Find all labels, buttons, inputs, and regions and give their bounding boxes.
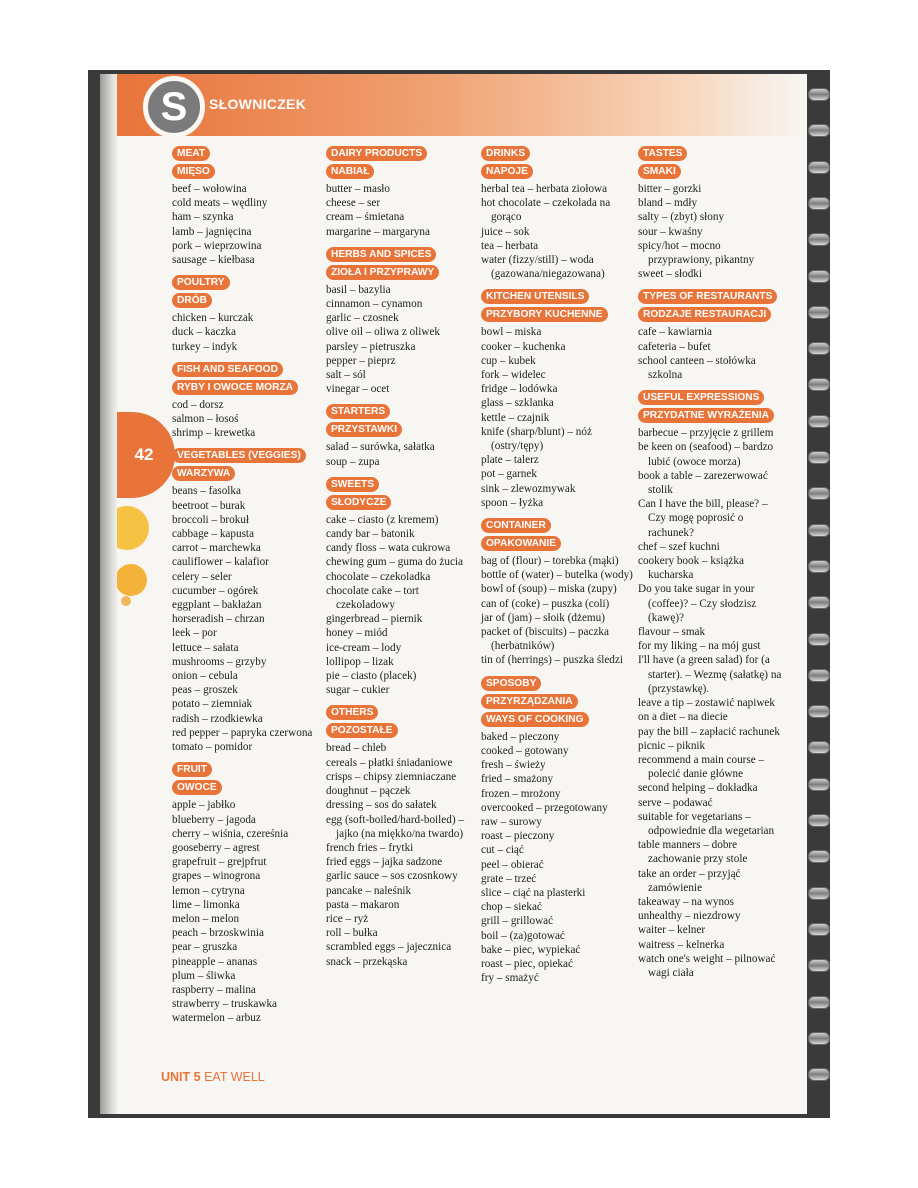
vocab-section [172,146,322,267]
category-label: TASTES [638,146,687,161]
category-label: DAIRY PRODUCTS [326,146,427,161]
vocab-entry: parsley – pietruszka [326,340,416,353]
spiral-ring [808,778,830,791]
category-label: STARTERS [326,404,390,419]
vocab-entry: salad – surówka, sałatka [326,441,435,454]
page-title: SŁOWNICZEK [209,96,307,112]
spiral-ring [808,233,830,246]
spiral-ring [808,1032,830,1045]
spiral-ring [808,306,830,319]
spiral-ring [808,850,830,863]
vocab-entry: roast – piec, opiekać [481,957,573,970]
spiral-ring [808,669,830,682]
unit-number: UNIT 5 [161,1070,201,1084]
category-label: POZOSTAŁE [326,723,398,738]
vocab-entry: table manners – dobre zachowanie przy stole [638,839,748,866]
vocab-entry: garlic – czosnek [326,312,399,325]
dictionary-page [117,74,807,1114]
vocab-entry: kettle – czajnik [481,411,550,424]
vocab-entry: bottle of (water) – butelka (wody) [481,569,633,582]
category-label: USEFUL EXPRESSIONS [638,390,764,405]
vocab-entry: leave a tip – zostawić napiwek [638,697,775,710]
vocab-entry: butter – masło [326,183,391,195]
vocab-section [326,705,476,968]
vocab-entry: slice – ciąć na plasterki [481,886,586,899]
vocab-entry: Do you take sugar in your (coffee)? – Czy słodzisz (kawę)? [638,583,757,624]
vocab-entry: waiter – kelner [638,924,706,937]
vocab-entry: lemon – cytryna [172,884,245,897]
vocab-entry: spoon – łyżka [481,496,544,509]
vocab-entry: sugar – cukier [326,684,390,697]
vocab-section [638,390,784,980]
vocab-entry: onion – cebula [172,670,238,683]
category-label: MEAT [172,146,210,161]
vocab-entry: honey – miód [326,627,388,640]
vocab-entry: picnic – piknik [638,739,706,752]
vocab-entry: fry – smażyć [481,972,539,985]
vocab-entry: chop – siekać [481,901,542,914]
vocab-entry: book a table – zarezerwować stolik [638,469,768,497]
vocab-entry: chef – szef kuchni [638,540,720,553]
vocab-entry: on a diet – na diecie [638,711,728,724]
vocab-entry: cup – kubek [481,354,536,367]
vocab-section [326,247,476,397]
vocab-entry: apple – jabłko [172,799,236,812]
vocab-entry: sausage – kiełbasa [172,254,255,267]
spiral-ring [808,88,830,101]
vocab-section [326,146,476,239]
spiral-ring [808,560,830,573]
spiral-ring [808,270,830,283]
vocab-entry: chocolate cake – tort czekoladowy [326,584,419,612]
vocab-entry: lamb – jagnięcina [172,225,252,238]
vocab-entry: crisps – chipsy ziemniaczane [326,770,457,783]
vocab-entry: roll – bułka [326,927,378,940]
vocab-entry: chewing gum – guma do żucia [326,556,464,569]
vocab-entry: radish – rzodkiewka [172,712,263,725]
vocab-entry: pie – ciasto (placek) [326,670,417,683]
category-label: NABIAŁ [326,164,374,179]
spiral-ring [808,1068,830,1081]
vocab-entry: raw – surowy [481,815,542,828]
category-label: KITCHEN UTENSILS [481,289,589,304]
vocab-entry: beef – wołowina [172,183,247,195]
vocab-entry: recommend a main course – polecić danie główne [638,753,765,781]
category-label: PRZYRZĄDZANIA [481,694,578,709]
vocab-entry: dressing – sos do sałatek [326,799,437,812]
vocab-entry: celery – seler [172,570,232,583]
category-label: OPAKOWANIE [481,536,561,551]
vocab-entry: glass – szklanka [481,397,554,410]
vocab-entry: peas – groszek [172,684,238,697]
vocab-entry: fork – widelec [481,369,546,382]
vocab-entry: bag of (flour) – torebka (mąki) [481,555,619,568]
spiral-ring [808,596,830,609]
vocab-entry: cauliflower – kalafior [172,556,269,569]
vocab-entry: olive oil – oliwa z oliwek [326,326,441,339]
vocab-entry: take an order – przyjąć zamówienie [638,867,741,894]
vocab-entry: Can I have the bill, please? – Czy mogę poprosić o rachunek? [638,498,768,539]
vocab-section [638,146,784,281]
vocab-entry: takeaway – na wynos [638,895,734,908]
vocab-entry: sink – zlewozmywak [481,482,576,495]
vocab-entry: school canteen – stołówka szkolna [638,354,756,382]
vocab-entry: turkey – indyk [172,340,238,353]
unit-title: EAT WELL [204,1070,265,1084]
vocab-entry: french fries – frytki [326,841,414,854]
spiral-ring [808,415,830,428]
vocab-entry: herbal tea – herbata ziołowa [481,183,608,195]
vocab-entry: soup – zupa [326,455,380,468]
vocab-entry: candy floss – wata cukrowa [326,542,451,555]
vocab-section [481,676,635,986]
vocab-entry: pay the bill – zapłacić rachunek [638,725,780,738]
vocab-entry: grill – grillować [481,915,554,928]
vocab-entry: grapefruit – grejpfrut [172,856,267,869]
vocab-entry: cherry – wiśnia, czereśnia [172,827,289,840]
vocab-entry: eggplant – bakłażan [172,599,262,612]
vocab-entry: potato – ziemniak [172,698,253,711]
category-label: WAYS OF COOKING [481,712,589,727]
vocab-entry: sweet – słodki [638,268,703,281]
vocab-entry: for my liking – na mój gust [638,640,761,653]
footer [161,1070,265,1084]
vocab-column-1 [172,146,322,1034]
spiral-ring [808,923,830,936]
vocab-entry: bread – chleb [326,742,387,755]
vocab-entry: blueberry – jagoda [172,813,256,826]
vocab-entry: cafe – kawiarnia [638,326,712,339]
decorative-dot [121,596,131,606]
vocab-entry: pepper – pieprz [326,354,396,367]
vocab-entry: second helping – dokładka [638,782,758,795]
vocab-entry: salmon – łosoś [172,413,239,426]
decorative-dot [117,506,149,550]
vocab-section [172,275,322,354]
spiral-ring [808,705,830,718]
category-label: MIĘSO [172,164,215,179]
category-label: NAPOJE [481,164,533,179]
vocab-entry: chicken – kurczak [172,312,254,325]
vocab-entry: ice-cream – lody [326,641,402,654]
vocab-entry: duck – kaczka [172,326,236,339]
spiral-ring [808,161,830,174]
vocab-entry: salt – sól [326,369,366,382]
vocab-entry: cooked – gotowany [481,744,569,757]
category-label: DRÓB [172,293,212,308]
vocab-entry: vinegar – ocet [326,383,390,396]
vocab-entry: rice – ryż [326,912,369,925]
category-label: ZIOŁA I PRZYPRAWY [326,265,439,280]
category-label: SŁODYCZE [326,495,391,510]
vocab-entry: egg (soft-boiled/hard-boiled) – jajko (na miękko/na twardo) [326,813,464,840]
spiral-ring [808,996,830,1009]
vocab-section [326,477,476,698]
vocab-entry: unhealthy – niezdrowy [638,910,741,923]
vocab-entry: carrot – marchewka [172,542,261,555]
vocab-column-2 [326,146,476,977]
vocab-entry: tomato – pomidor [172,741,253,754]
vocab-entry: cookery book – książka kucharska [638,555,744,582]
spiral-ring [808,741,830,754]
vocab-entry: red pepper – papryka czerwona [172,726,313,739]
vocab-entry: raspberry – malina [172,983,256,996]
category-label: OTHERS [326,705,378,720]
page-number: 42 [134,445,154,464]
category-label: VEGETABLES (VEGGIES) [172,448,306,463]
page-binding-edge [100,74,117,1114]
vocab-entry: lettuce – sałata [172,641,239,654]
vocab-entry: pancake – naleśnik [326,884,412,897]
category-label: PRZYDATNE WYRAŻENIA [638,408,774,423]
vocab-entry: plate – talerz [481,454,539,467]
vocab-entry: hot chocolate – czekolada na gorąco [481,197,611,224]
vocab-entry: cod – dorsz [172,398,224,411]
vocab-entry: gooseberry – agrest [172,841,260,854]
vocab-entry: cooker – kuchenka [481,340,566,353]
spiral-ring [808,814,830,827]
category-label: RYBY I OWOCE MORZA [172,380,298,395]
vocab-section [172,448,322,754]
spiral-ring [808,959,830,972]
vocab-entry: packet of (biscuits) – paczka (herbatników) [481,626,609,653]
vocab-entry: boil – (za)gotować [481,929,565,942]
vocab-entry: strawberry – truskawka [172,998,278,1011]
category-label: HERBS AND SPICES [326,247,436,262]
category-label: TYPES OF RESTAURANTS [638,289,777,304]
spiral-ring [808,342,830,355]
decorative-dot [117,564,147,596]
vocab-section [326,404,476,468]
vocab-entry: jar of (jam) – słoik (dżemu) [481,611,605,624]
category-label: POULTRY [172,275,230,290]
vocab-entry: cold meats – wędliny [172,197,268,210]
vocab-entry: bowl – miska [481,326,542,339]
vocab-entry: margarine – margaryna [326,225,430,238]
vocab-entry: pear – gruszka [172,941,238,954]
vocab-entry: I'll have (a green salad) for (a starter). – Wezmę (sałatkę) na (przystawkę). [638,654,782,695]
vocab-entry: tea – herbata [481,239,539,252]
vocab-entry: pot – garnek [481,468,537,481]
category-label: PRZYSTAWKI [326,422,402,437]
vocab-entry: gingerbread – piernik [326,613,423,626]
spiral-ring [808,524,830,537]
vocab-entry: suitable for vegetarians – odpowiednie dla wegetarian [638,810,775,837]
vocab-entry: barbecue – przyjęcie z grillem [638,427,774,440]
vocab-entry: snack – przekąska [326,955,408,968]
category-label: SPOSOBY [481,676,541,691]
vocab-entry: melon – melon [172,912,240,925]
category-label: PRZYBORY KUCHENNE [481,307,608,322]
vocab-column-3 [481,146,635,993]
vocab-entry: can of (coke) – puszka (coli) [481,597,610,610]
vocab-entry: knife (sharp/blunt) – nóż (ostry/tępy) [481,425,592,453]
vocab-entry: horseradish – chrzan [172,613,265,626]
vocab-entry: pineapple – ananas [172,955,258,968]
vocab-entry: cafeteria – bufet [638,340,711,353]
vocab-entry: salty – (zbyt) słony [638,211,725,224]
vocab-entry: grate – trzeć [481,872,537,885]
spiral-ring [808,487,830,500]
vocab-entry: cereals – płatki śniadaniowe [326,756,453,769]
spiral-ring [808,887,830,900]
category-label: FISH AND SEAFOOD [172,362,283,377]
vocab-entry: watermelon – arbuz [172,1012,261,1025]
vocab-entry: overcooked – przegotowany [481,801,608,814]
vocab-entry: fresh – świeży [481,759,546,772]
vocab-entry: bland – mdły [638,197,698,210]
section-badge: S [143,76,205,138]
vocab-entry: watch one's weight – pilnować wagi ciała [638,952,776,979]
vocab-entry: leek – por [172,627,217,640]
vocab-entry: lollipop – lizak [326,655,394,668]
vocab-entry: juice – sok [481,225,530,238]
category-label: SWEETS [326,477,379,492]
vocab-entry: fridge – lodówka [481,383,558,396]
spiral-ring [808,451,830,464]
vocab-section [638,289,784,382]
vocab-entry: garlic sauce – sos czosnkowy [326,870,458,883]
vocab-entry: candy bar – batonik [326,528,415,541]
vocab-section [172,762,322,1025]
vocab-entry: be keen on (seafood) – bardzo lubić (owoce morza) [638,441,774,468]
vocab-entry: roast – pieczony [481,830,555,843]
vocab-entry: bake – piec, wypiekać [481,943,581,956]
vocab-entry: bowl of (soup) – miska (zupy) [481,583,617,596]
vocab-entry: chocolate – czekoladka [326,570,431,583]
vocab-section [481,289,635,510]
vocab-entry: peach – brzoskwinia [172,927,264,940]
vocab-entry: spicy/hot – mocno przyprawiony, pikantny [638,239,755,267]
category-label: CONTAINER [481,518,551,533]
category-label: FRUIT [172,762,212,777]
vocab-entry: fried eggs – jajka sadzone [326,856,443,869]
vocab-entry: cinnamon – cynamon [326,298,423,311]
spiral-ring [808,633,830,646]
vocab-entry: baked – pieczony [481,730,560,743]
vocab-entry: water (fizzy/still) – woda (gazowana/niegazowana) [481,254,605,281]
category-label: WARZYWA [172,466,235,481]
vocab-entry: fried – smażony [481,773,554,786]
vocab-entry: frozen – mrożony [481,787,561,800]
vocab-entry: mushrooms – grzyby [172,655,267,668]
vocab-section [481,518,635,668]
page-number-tab [117,412,175,498]
vocab-entry: basil – bazylia [326,283,391,296]
vocab-entry: cheese – ser [326,197,381,210]
vocab-entry: beans – fasolka [172,485,241,498]
category-label: RODZAJE RESTAURACJI [638,307,771,322]
vocab-entry: grapes – winogrona [172,870,261,883]
vocab-entry: cucumber – ogórek [172,584,259,597]
category-label: DRINKS [481,146,530,161]
category-label: SMAKI [638,164,681,179]
vocab-entry: waitress – kelnerka [638,938,725,951]
vocab-entry: cream – śmietana [326,211,405,224]
category-label: OWOCE [172,780,222,795]
vocab-entry: ham – szynka [172,211,234,224]
spiral-ring [808,124,830,137]
vocab-entry: sour – kwaśny [638,225,703,238]
vocab-entry: tin of (herrings) – puszka śledzi [481,654,623,667]
vocab-entry: broccoli – brokuł [172,513,250,526]
vocab-entry: serve – podawać [638,796,713,809]
vocab-entry: shrimp – krewetka [172,427,256,440]
vocab-section [172,362,322,441]
vocab-entry: beetroot – burak [172,499,246,512]
vocab-entry: bitter – gorzki [638,183,702,195]
vocab-entry: pasta – makaron [326,898,400,911]
vocab-entry: cake – ciasto (z kremem) [326,513,439,526]
vocab-section [481,146,635,281]
vocab-entry: plum – śliwka [172,969,236,982]
vocab-entry: lime – limonka [172,898,240,911]
spiral-ring [808,197,830,210]
vocab-entry: cabbage – kapusta [172,528,255,541]
vocab-entry: flavour – smak [638,626,706,639]
vocab-entry: peel – obierać [481,858,544,871]
vocab-entry: cut – ciąć [481,844,524,857]
vocab-entry: doughnut – pączek [326,785,411,798]
spiral-ring [808,378,830,391]
vocab-entry: scrambled eggs – jajecznica [326,941,452,954]
vocab-entry: pork – wieprzowina [172,239,262,252]
vocab-column-4 [638,146,784,988]
